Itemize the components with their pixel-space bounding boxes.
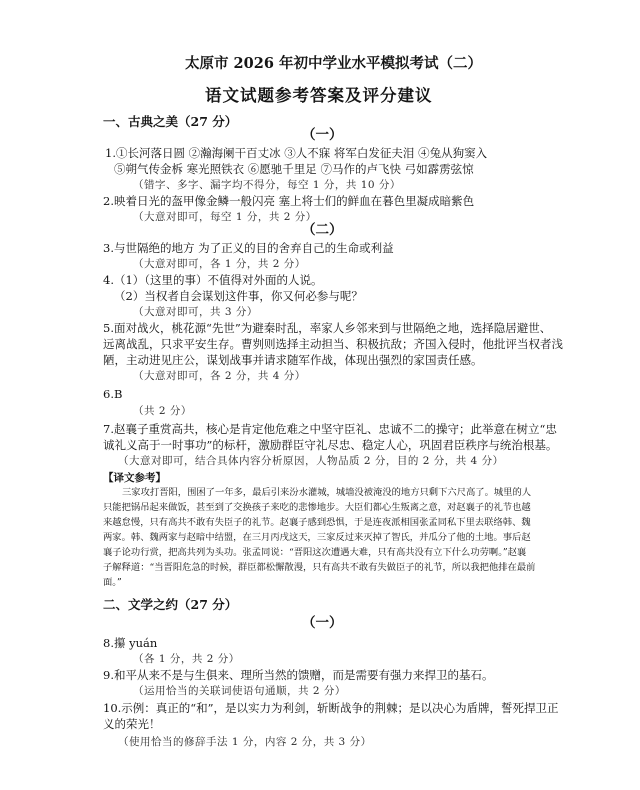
answer-7-scoring: （大意对即可，结合具体内容分析原因，人物品质 2 分，目的 2 分，共 4 分） [118, 455, 504, 467]
translation-line-4: 两家。韩、魏两家与赵暗中结盟，在三月丙戌这天，三家反过来灭掉了智氏，并瓜分了他的土地。事后赵 [103, 532, 531, 543]
section-heading-classics: 一、古典之美（27 分） [103, 114, 238, 129]
translation-line-3: 来越怠慢，只有高共不敢有失臣子的礼节。赵襄子感到恐惧，于是连夜派相国张孟同私下里去联络韩、魏 [103, 517, 531, 528]
answer-5-line-2: 远离战乱，只求平安生存。曹刿则选择主动担当、积极抗敌；齐国入侵时，他批评当权者浅 [103, 337, 563, 351]
answer-9-scoring: （运用恰当的关联词使语句通顺，共 2 分） [133, 685, 346, 697]
section-heading-literature: 二、文学之约（27 分） [103, 597, 238, 612]
answer-key-subtitle: 语文试题参考答案及评分建议 [205, 86, 433, 105]
answer-5-scoring: （大意对即可，各 2 分，共 4 分） [133, 370, 306, 382]
answer-9: 9.和平从来不是与生俱来、理所当然的馈赠，而是需要有强力来捍卫的基石。 [103, 668, 494, 682]
translation-line-1: 三家攻打晋阳，围困了一年多，最后引来汾水灌城，城墙没被淹没的地方只剩下六尺高了。城里的人 [122, 487, 532, 498]
translation-line-2: 只能把锅吊起来做饭，甚至到了交换孩子来吃的悲惨地步。大臣们都心生叛离之意，对赵襄子的礼节也越 [103, 502, 531, 513]
answer-8: 8.攥 yuán [103, 636, 158, 650]
answer-4-scoring: （大意对即可，共 3 分） [133, 306, 258, 318]
answer-6: 6.B [103, 387, 123, 401]
part-heading-2: （二） [302, 222, 343, 238]
translation-line-6: 子解释道：“当晋阳危急的时候，群臣都松懈散漫，只有高共不敢有失做臣子的礼节，所以我把他排在最前 [103, 562, 536, 573]
part-heading-3: （一） [302, 615, 343, 631]
part-heading-1: （一） [302, 127, 343, 143]
answer-2: 2.映着日光的盔甲像金鳞一般闪亮 塞上将士们的鲜血在暮色里凝成暗紫色 [103, 194, 475, 208]
translation-heading: 【译文参考】 [103, 472, 166, 484]
translation-line-7: 面。” [103, 577, 122, 588]
answer-6-scoring: （共 2 分） [133, 405, 192, 417]
answer-4-2: （2）当权者自会谋划这件事，你又何必参与呢？ [114, 289, 363, 303]
answer-5-line-3: 陋，主动进见庄公，谋划战事并请求随军作战，体现出强烈的家国责任感。 [103, 353, 483, 367]
answer-10-line-2: 义的荣光！ [103, 717, 161, 731]
translation-line-5: 襄子论功行赏，把高共列为头功。张孟同说：“晋阳这次遭遇大难，只有高共没有立下什么功劳啊。”赵襄 [103, 547, 527, 558]
answer-5-line-1: 5.面对战火，桃花源“先世”为避秦时乱，率家人乡邻来到与世隔绝之地，选择隐居避世、 [103, 321, 552, 335]
answer-7-line-1: 7.赵襄子重赏高共，核心是肯定他危难之中坚守臣礼、忠诚不二的操守；此举意在树立“忠 [103, 422, 557, 436]
answer-1-line-1: 1.①长河落日圆 ②瀚海阑干百丈冰 ③人不寐 将军白发征夫泪 ④兔从狗窦入 [105, 146, 488, 160]
answer-10-line-1: 10.示例：真正的“和”，是以实力为利剑，斩断战争的荆棘；是以决心为盾牌，誓死捍卫正 [103, 701, 559, 715]
answer-3: 3.与世隔绝的地方 为了正义的目的舍弃自己的生命或利益 [103, 241, 394, 255]
answer-2-scoring: （大意对即可，每空 1 分，共 2 分） [133, 211, 317, 223]
answer-1-line-2: ⑤朔气传金柝 寒光照铁衣 ⑥愿驰千里足 ⑦马作的卢飞快 弓如霹雳弦惊 [114, 162, 474, 176]
answer-4-1: 4.（1）（这里的事）不值得对外面的人说。 [103, 273, 323, 287]
answer-1-scoring: （错字、多字、漏字均不得分，每空 1 分，共 10 分） [133, 179, 401, 191]
answer-3-scoring: （大意对即可，各 1 分，共 2 分） [133, 258, 306, 270]
answer-8-scoring: （各 1 分，共 2 分） [133, 653, 240, 665]
answer-7-line-2: 诚礼义高于一时事功”的标杆，激励群臣守礼尽忠、稳定人心，巩固君臣秩序与统治根基。 [103, 438, 558, 452]
exam-title: 太原市 2026 年初中学业水平模拟考试（二） [185, 55, 482, 72]
answer-10-scoring: （使用恰当的修辞手法 1 分，内容 2 分，共 3 分） [118, 736, 372, 748]
